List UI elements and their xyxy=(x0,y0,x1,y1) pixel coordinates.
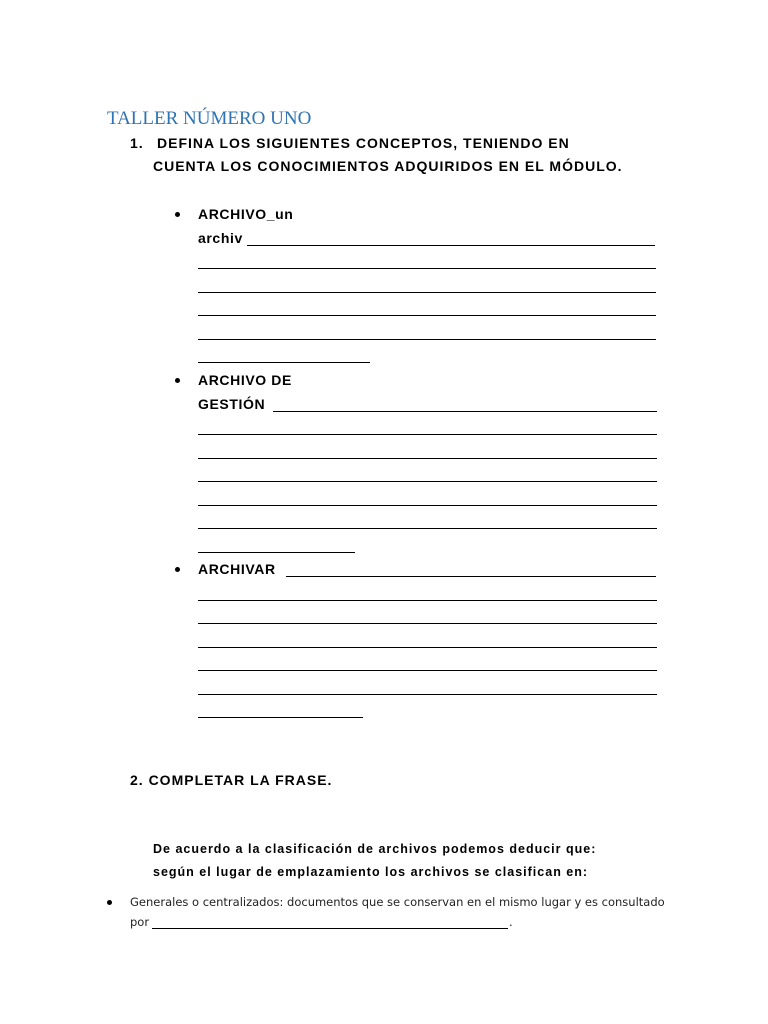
answer-line[interactable] xyxy=(286,576,656,577)
bullet-icon xyxy=(107,900,112,905)
answer-line[interactable] xyxy=(198,528,657,529)
item-archivo-term: ARCHIVO_un xyxy=(198,206,294,222)
answer-line[interactable] xyxy=(198,670,657,671)
question-1-text-line1: DEFINA LOS SIGUIENTES CONCEPTOS, TENIENDO EN xyxy=(157,135,570,151)
answer-line[interactable] xyxy=(198,505,657,506)
answer-line[interactable] xyxy=(198,339,656,340)
question-2-heading: 2. COMPLETAR LA FRASE. xyxy=(130,772,333,788)
item-archivo-gestion-term: ARCHIVO DE xyxy=(198,372,292,388)
answer-line[interactable] xyxy=(198,315,656,316)
question-1-text-line2: CUENTA LOS CONOCIMIENTOS ADQUIRIDOS EN EL MÓDULO. xyxy=(153,158,623,174)
answer-line[interactable] xyxy=(198,694,657,695)
answer-line[interactable] xyxy=(273,411,657,412)
item-archivo-term-continued: archiv xyxy=(198,230,243,246)
answer-line[interactable] xyxy=(198,434,657,435)
item-archivar-term: ARCHIVAR xyxy=(198,561,276,577)
answer-line[interactable] xyxy=(198,717,363,718)
bullet-text-line1: Generales o centralizados: documentos que se conservan en el mismo lugar y es consultado xyxy=(130,895,665,909)
answer-line[interactable] xyxy=(247,245,655,246)
answer-line[interactable] xyxy=(198,362,370,363)
question-2-paragraph-line2: según el lugar de emplazamiento los archivos se clasifican en: xyxy=(153,865,589,879)
answer-line[interactable] xyxy=(198,552,355,553)
answer-line[interactable] xyxy=(198,481,657,482)
question-1-number: 1. xyxy=(130,135,144,151)
answer-line[interactable] xyxy=(198,647,657,648)
page-title: TALLER NÚMERO UNO xyxy=(107,108,312,129)
answer-line[interactable] xyxy=(198,292,656,293)
answer-line[interactable] xyxy=(198,458,657,459)
bullet-icon xyxy=(175,378,180,383)
bullet-text-prefix: por xyxy=(130,915,150,929)
answer-line[interactable] xyxy=(152,928,508,929)
bullet-text-suffix: . xyxy=(509,915,513,929)
answer-line[interactable] xyxy=(198,268,656,269)
answer-line[interactable] xyxy=(198,600,657,601)
answer-line[interactable] xyxy=(198,623,657,624)
bullet-icon xyxy=(175,212,180,217)
item-archivo-gestion-term-continued: GESTIÓN xyxy=(198,396,266,412)
question-2-paragraph-line1: De acuerdo a la clasificación de archivos podemos deducir que: xyxy=(153,842,597,856)
bullet-icon xyxy=(175,567,180,572)
